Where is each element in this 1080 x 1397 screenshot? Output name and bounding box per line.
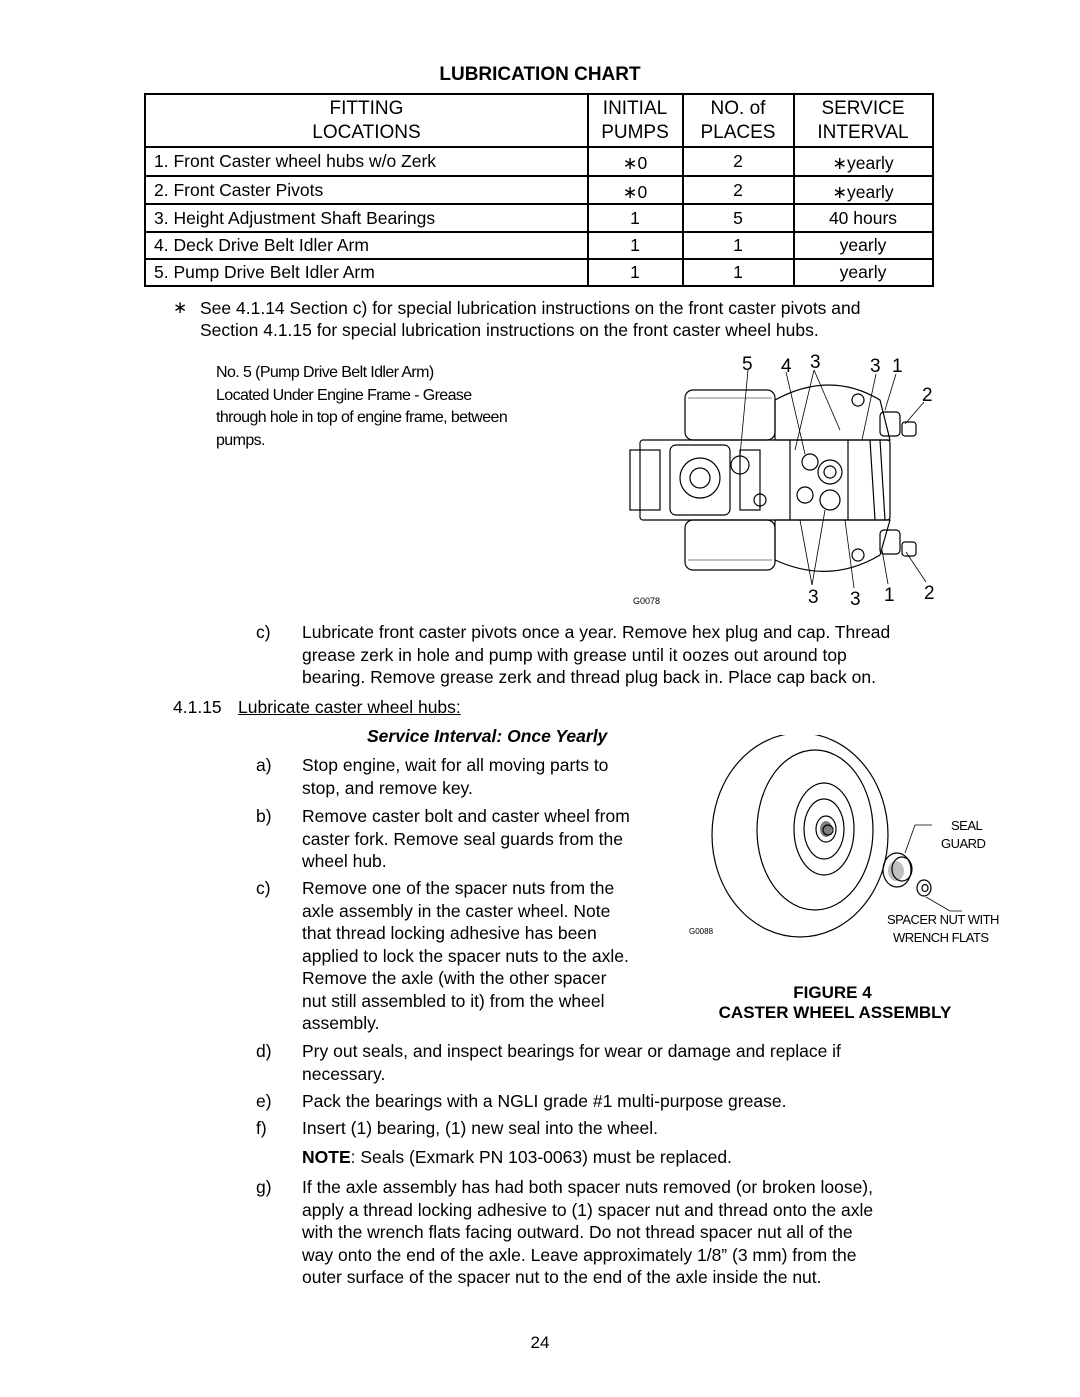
chart-title: LUBRICATION CHART: [439, 64, 641, 85]
header-no-of-places: NO. of PLACES: [700, 98, 776, 143]
step-e-text: Pack the bearings with a NGLI grade #1 multi-purpose grease.: [302, 1091, 787, 1111]
figure-4-caption: FIGURE 4: [793, 983, 872, 1002]
section-number: 4.1.15: [173, 697, 222, 717]
footnote-line-2: Section 4.1.15 for special lubrication instructions on the front caster wheel hubs.: [200, 320, 819, 340]
callout-2: 2: [922, 385, 933, 406]
spacer-nut-label-2: WRENCH FLATS: [893, 930, 989, 945]
callout-4: 4: [781, 356, 792, 377]
figure-code-g0078: G0078: [633, 596, 661, 606]
callout-1: 1: [892, 356, 903, 377]
mower-top-view-diagram: [600, 370, 940, 600]
step-a-text: Stop engine, wait for all moving parts to stop, and remove key.: [302, 755, 609, 798]
pump-arm-note: No. 5 (Pump Drive Belt Idler Arm) Located Under Engine Frame - Grease through hole in top of engine frame, between pumps.: [216, 364, 508, 449]
callout-2b: 2: [924, 583, 935, 604]
step-e-letter: e): [256, 1091, 272, 1111]
step-g-letter: g): [256, 1177, 272, 1197]
spacer-nut-label: SPACER NUT WITH: [887, 912, 999, 927]
seal-guard-label-2: GUARD: [941, 836, 986, 851]
callout-3c: 3: [808, 587, 819, 608]
step-b-letter: b): [256, 806, 272, 826]
footnote-mark: ∗: [173, 298, 188, 317]
step-f-letter: f): [256, 1118, 267, 1138]
callout-3b: 3: [870, 356, 881, 377]
figure-4-title: CASTER WHEEL ASSEMBLY: [718, 1003, 952, 1022]
step-d-letter: d): [256, 1041, 272, 1061]
lubrication-table: FITTING LOCATIONS INITIAL PUMPS NO. of PLACES SERVICE INTERVAL 1. Front Caster wheel hubs w/o Zerk ∗0 2 ∗yearly 2. Front Caster Pivots ∗0 2 ∗yearly 3. Height Adjustment Shaft Bearings 1 5 40 hours 4. Deck Drive Belt Idler Arm 1 1 yearly 5. Pump Drive Belt Idler Arm 1 1 yearly: [144, 93, 934, 287]
seal-note: NOTE: Seals (Exmark PN 103-0063) must be replaced.: [302, 1147, 732, 1167]
section-title: Lubricate caster wheel hubs:: [238, 697, 461, 717]
header-service-interval: SERVICE INTERVAL: [817, 98, 909, 143]
step-g-text: If the axle assembly has had both spacer nuts removed (or broken loose), apply a thread locking adhesive to (1) spacer nut and thread onto the axle with the wrench flats facing outward. Do not thread spacer nut all of the way onto the end of the axle. Leave approximately 1/8” (3 mm) from the outer surface of the spacer nut to the end of the axle inside the nut.: [302, 1177, 874, 1287]
callout-1b: 1: [884, 585, 895, 606]
step-c-text: Lubricate front caster pivots once a year. Remove hex plug and cap. Thread grease zerk in hole and pump with grease until it oozes out around top bearing. Remove grease zerk and thread plug back in. Place cap back on.: [302, 622, 891, 687]
footnote-line-1: See 4.1.14 Section c) for special lubrication instructions on the front caster pivots and: [200, 298, 861, 318]
step-b-text: Remove caster bolt and caster wheel from caster fork. Remove seal guards from the wheel hub.: [302, 806, 630, 871]
header-initial-pumps: INITIAL PUMPS: [601, 98, 669, 143]
callout-5: 5: [742, 354, 753, 375]
step-d-text: Pry out seals, and inspect bearings for wear or damage and replace if necessary.: [302, 1041, 841, 1084]
seal-guard-label: SEAL: [951, 818, 983, 833]
step-f-text: Insert (1) bearing, (1) new seal into the wheel.: [302, 1118, 659, 1138]
figure-code-g0088: G0088: [689, 927, 714, 936]
step-c2-text: Remove one of the spacer nuts from the axle assembly in the caster wheel. Note that thread locking adhesive has been applied to lock the spacer nuts to the axle. Remove the axle (with the other spacer nut still assembled to it) from the wheel assembly.: [302, 878, 629, 1033]
step-a-letter: a): [256, 755, 272, 775]
step-c-letter: c): [256, 622, 271, 642]
page-number: 24: [530, 1333, 550, 1352]
step-c2-letter: c): [256, 878, 271, 898]
callout-3: 3: [810, 352, 821, 373]
callout-3d: 3: [850, 589, 861, 610]
service-interval: Service Interval: Once Yearly: [367, 726, 608, 746]
header-fitting-locations: FITTING LOCATIONS: [312, 98, 421, 143]
